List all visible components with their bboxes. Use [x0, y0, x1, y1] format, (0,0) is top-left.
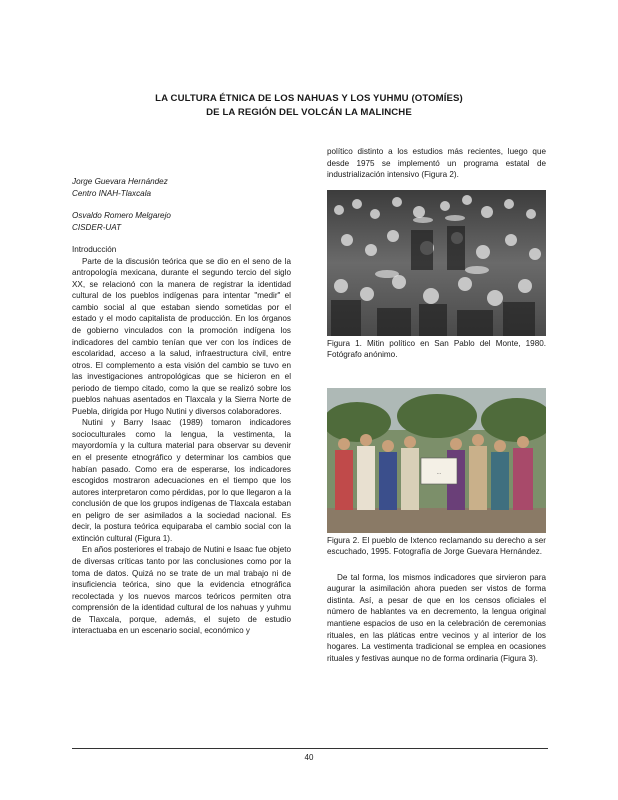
author-affiliation: Centro INAH-Tlaxcala [72, 188, 152, 198]
author-name: Osvaldo Romero Melgarejo [72, 211, 171, 221]
figure-2 [327, 388, 546, 558]
protest-banner [421, 458, 457, 484]
title-line-2: DE LA REGIÓN DEL VOLCÁN LA MALINCHE [206, 107, 412, 118]
body-paragraph: Parte de la discusión teórica que se dio en el seno de la antropología mexicana, durante el segundo tercio del siglo XX, se relacionó con la manera de registrar la identidad cultural de los pueblos indígenas para intentar "medir" el cambio social al que estaban siendo sometidas por el estado y el modo capitalista de producción. En los órganos de gobierno vinculados con la promoción indígena los indicadores del cambio tenían que ver con los índices de escolaridad, acceso a la salud, infraestructura civil, entre otros. El complemento a esta visión del cambio se tuvo en las investigaciones antropológicas que se hicieron en el periodo de tiempo citado, como la que se realizó sobre los pueblos nahuas asentados en Tlaxcala y la Sierra Norte de Puebla, dirigida por Hugo Nutini y diversos colaboradores. [72, 256, 291, 416]
figure-1 [327, 190, 546, 361]
page-number: 40 [304, 753, 314, 762]
figure-1-caption: Figura 1. Mitin político en San Pablo del Monte, 1980. Fotógrafo anónimo. [327, 338, 546, 360]
figure-2-caption: Figura 2. El pueblo de Ixtenco reclamando su derecho a ser escuchado, 1995. Fotografía de Jorge Guevara Hernández. [327, 535, 546, 557]
author-name: Jorge Guevara Hernández [72, 177, 168, 186]
footer-divider [72, 748, 548, 749]
title-line-1: LA CULTURA ÉTNICA DE LOS NAHUAS Y LOS YUHMU (OTOMÍES) [155, 93, 463, 104]
body-paragraph: Nutini y Barry Isaac (1989) tomaron indicadores socioculturales como la lengua, la vestimenta, la mayordomía y la cultura material para observar su devenir en el presente etnográfico y determinar los cambios que habían pasado. Como era de esperarse, los indicadores escogidos mostraron adecuaciones en el tiempo que los autores interpretaron como pérdidas, por lo que llegaron a la conclusión de que los grupos indígenas de Tlaxcala estaban en peligro de ser asimilados a la sociedad nacional. Es decir, la postura teórica equiparaba el cambio social con la extinción cultural (Figura 1). [72, 418, 291, 543]
article-title [70, 92, 548, 120]
left-column [72, 176, 291, 637]
banner-text: ... [436, 469, 442, 476]
author-affiliation: CISDER-UAT [72, 222, 122, 232]
right-column [327, 146, 546, 664]
body-paragraph: político distinto a los estudios más recientes, luego que desde 1975 se implementó un programa estatal de industrialización intensivo (Figura 2). [327, 147, 546, 180]
section-heading: Introducción [72, 245, 117, 255]
body-paragraph: De tal forma, los mismos indicadores que sirvieron para augurar la asimilación ahora pueden ser vistos de forma distinta. Así, a pesar de que en los censos oficiales el número de hablantes va en decremento, la lengua original mantiene espacios de uso en la celebración de ceremonias rituales, en las pláticas entre vecinos y al interior de los hogares. La vestimenta tradicional se emplea en ocasiones rituales y festivas aunque no de forma ordinaria (Figura 3). [327, 572, 546, 663]
body-paragraph: En años posteriores el trabajo de Nutini e Isaac fue objeto de diversas críticas tanto por las conclusiones como por la toma de datos. Quizá no se trate de un mal trabajo ni de insuficiencia teórica, sino que la evidencia etnográfica recolectada y los nuevos marcos teóricos permiten otra comprensión de la identidad cultural de los nahuas y yuhmu de Tlaxcala, porque, además, el sujeto de estudio interactuaba en un escenario social, económico y [72, 545, 291, 636]
figure-2-photo [327, 388, 546, 533]
figure-1-photo [327, 190, 546, 336]
